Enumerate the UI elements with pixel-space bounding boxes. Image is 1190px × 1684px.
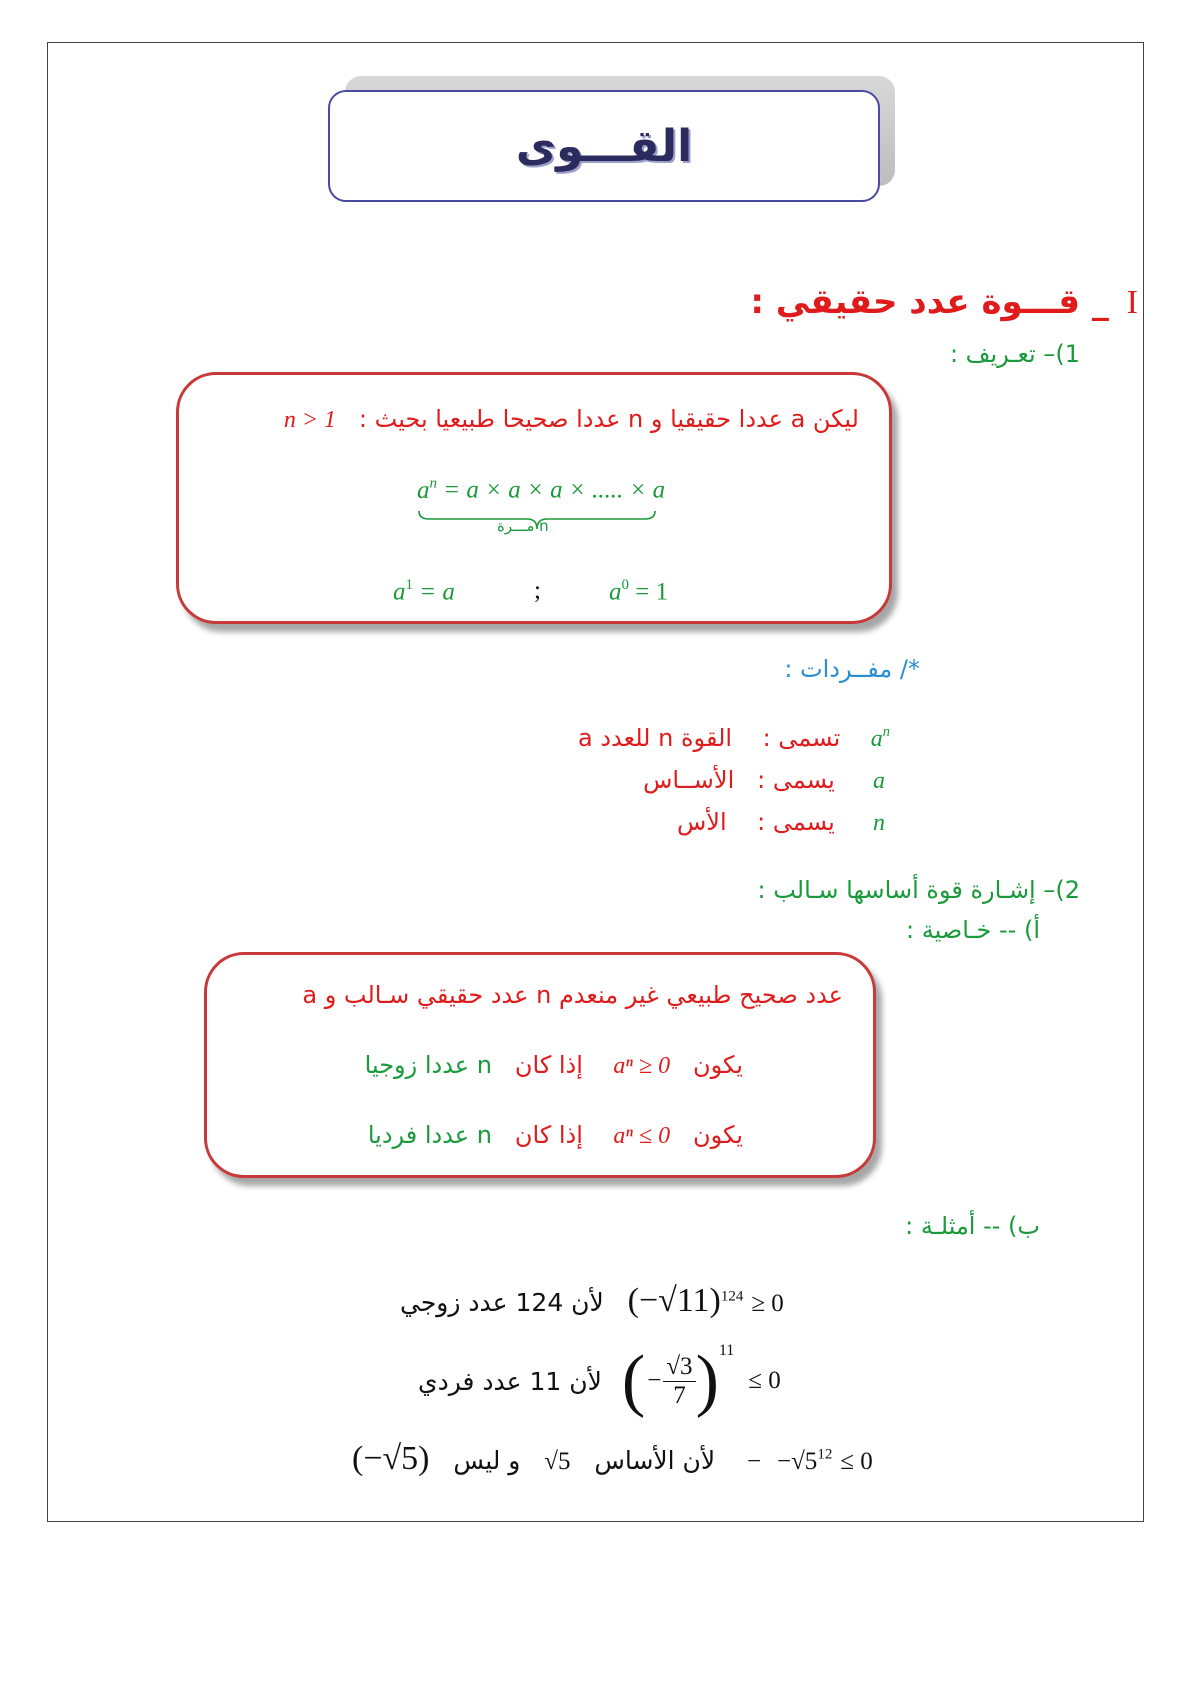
vocab-verb-2: يسمى : — [757, 766, 835, 794]
example-3-text1: لأن الأساس — [594, 1446, 716, 1475]
example-3-base: √5 — [544, 1448, 571, 1475]
section-numeral: I — [1126, 284, 1138, 321]
vocab-symbol-1: $a^n$ — [870, 724, 890, 753]
title-banner — [328, 90, 880, 202]
vocabulary-row-1 — [578, 724, 890, 753]
example-3-math: −√5 — [776, 1448, 818, 1475]
definition-a1: $a^1 = a$ — [393, 577, 455, 606]
vocab-desc-3: الأس — [676, 808, 727, 836]
even-inequality: aⁿ ≥ 0 — [613, 1053, 671, 1079]
definition-box — [176, 372, 892, 624]
example-3-inequality: ≤ 0 — [840, 1448, 873, 1475]
a1-exponent: 1 — [405, 577, 413, 593]
page-title: القـــوى — [515, 120, 693, 172]
vocabulary-heading: */ مفــردات : — [784, 655, 920, 683]
example-3-trail: − — [746, 1448, 762, 1475]
definition-separator: ; — [534, 577, 541, 604]
property-even-line — [365, 1051, 743, 1080]
vocab-desc-2: الأســاس — [643, 766, 735, 794]
vocab-verb-1: تسمى : — [762, 724, 841, 753]
section-heading: I _ قـــوة عدد حقيقي : — [750, 282, 1138, 322]
example-2-text: لأن 11 عدد فردي — [418, 1366, 602, 1396]
even-suffix: n عددا زوجيا — [364, 1051, 492, 1079]
vocab-symbol-2: a — [873, 768, 885, 794]
vocab-symbol-3: n — [873, 810, 885, 836]
property-odd-line — [368, 1121, 743, 1150]
odd-prefix: يكون — [693, 1121, 743, 1149]
example-2-exponent: 11 — [718, 1342, 735, 1359]
example-3-exponent: 12 — [817, 1446, 833, 1463]
vocabulary-row-3 — [677, 808, 885, 837]
examples-heading: ب) -- أمثلـة : — [905, 1212, 1040, 1240]
definition-line1-text: ليكن a عددا حقيقيا و n عددا صحيحا طبيعيا بحيث : — [358, 405, 859, 433]
property-heading: أ) -- خـاصية : — [906, 916, 1040, 944]
definition-a0: $a^0 = 1$ — [609, 577, 669, 606]
even-prefix: يكون — [693, 1051, 743, 1079]
example-2-fraction — [663, 1353, 695, 1410]
example-1-exponent: 124 — [720, 1288, 744, 1305]
example-1 — [400, 1282, 784, 1320]
definition-condition: n > 1 — [283, 407, 337, 433]
definition-heading: 1)– تعـريف : — [949, 340, 1080, 368]
example-1-text: لأن 124 عدد زوجي — [400, 1288, 604, 1317]
example-3-paren: (−√5) — [352, 1440, 430, 1477]
vocab-desc-1: القوة n للعدد a — [578, 724, 733, 753]
a0-exponent: 0 — [621, 577, 629, 593]
property-box — [204, 952, 876, 1178]
definition-formula: $a^n = a \times a \times a$ × ..... × a — [417, 475, 666, 504]
odd-condition: إذا كان — [514, 1121, 583, 1149]
definition-line1 — [284, 405, 859, 434]
odd-suffix: n عددا فرديا — [367, 1121, 492, 1149]
formula-exponent: n — [429, 475, 437, 491]
example-1-inequality: ≥ 0 — [751, 1290, 784, 1317]
vocab-verb-3: يسمى : — [757, 808, 835, 836]
property-line1: a عدد حقيقي سـالب و n عدد صحيح طبيعي غير منعدم — [302, 981, 843, 1009]
example-2: لأن 11 عدد فردي ( − $\frac{√3}{7}$ ) 11 ≤ 0 — [418, 1342, 781, 1419]
example-2-inequality: ≤ 0 — [748, 1367, 781, 1394]
section-title: قـــوة عدد حقيقي : — [750, 282, 1080, 322]
example-1-math: (−√11) — [627, 1282, 721, 1319]
vocabulary-row-2 — [643, 766, 885, 795]
example-2-denominator: 7 — [673, 1381, 686, 1409]
example-2-numerator: √3 — [663, 1353, 695, 1382]
example-3 — [352, 1440, 873, 1478]
even-condition: إذا كان — [514, 1051, 583, 1079]
odd-inequality: aⁿ ≤ 0 — [613, 1123, 671, 1149]
example-3-text2: و ليس — [453, 1446, 521, 1475]
brace-label: n مـــرة — [497, 517, 549, 535]
sign-heading: 2)– إشـارة قوة أساسها سـالب : — [757, 876, 1080, 904]
